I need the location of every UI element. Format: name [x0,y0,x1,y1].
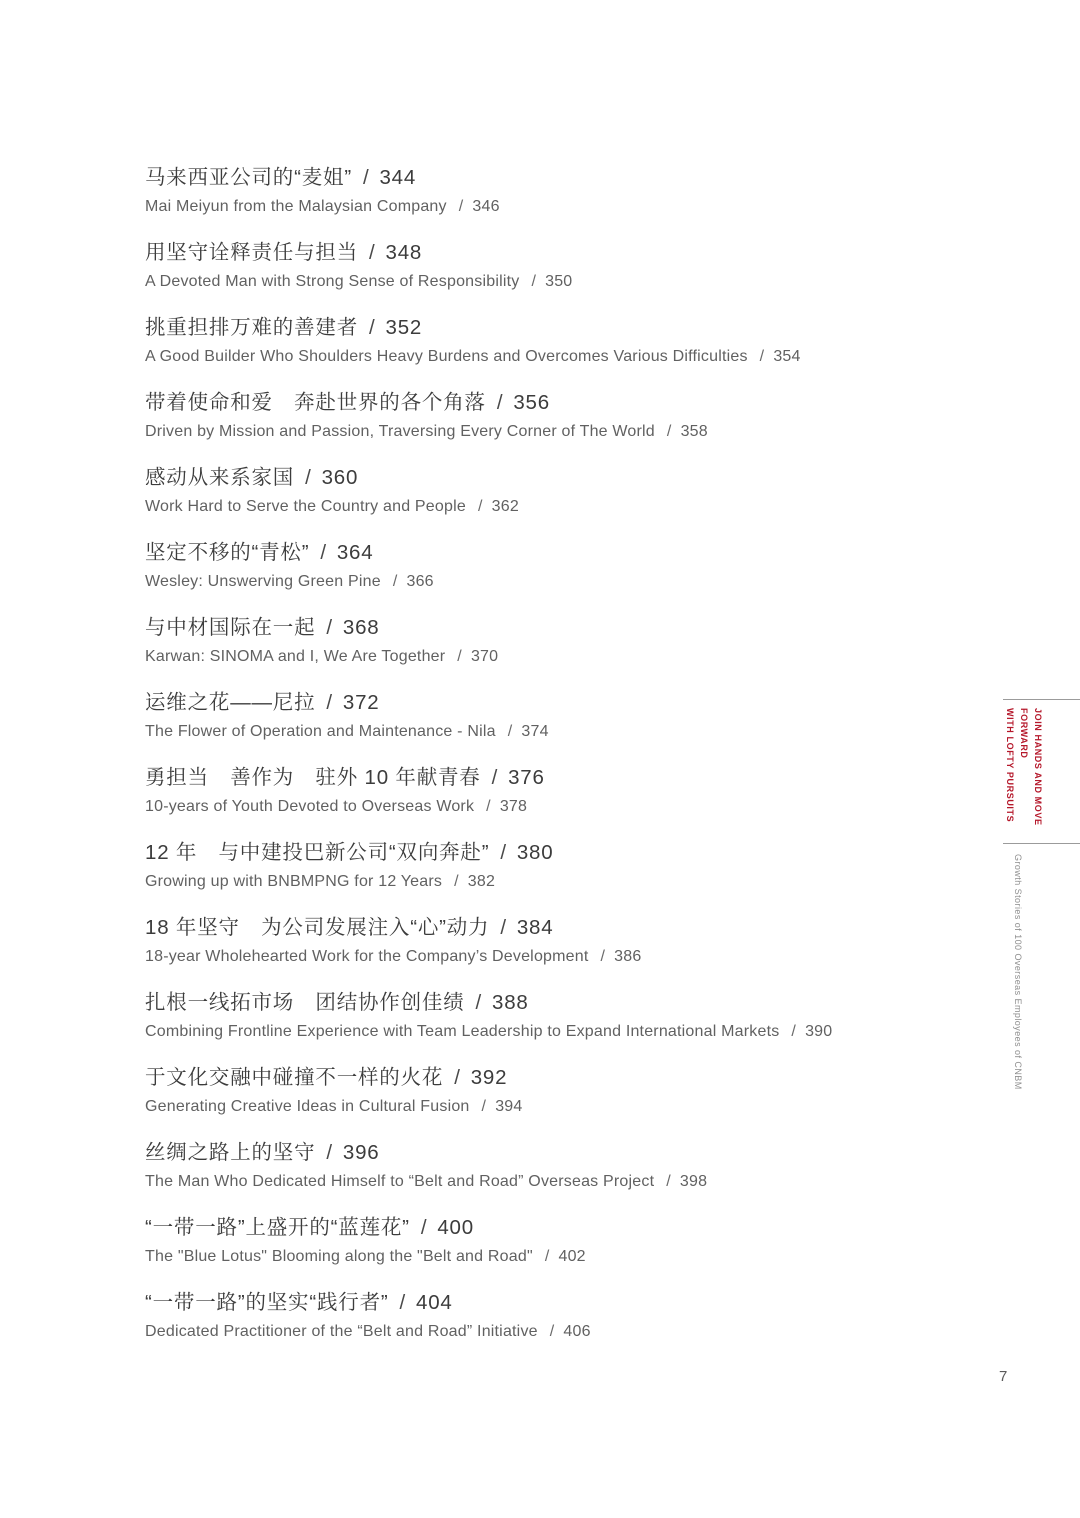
toc-entry-zh-title: 于文化交融中碰撞不一样的火花 [145,1066,444,1089]
toc-entry-zh-title: 坚定不移的“青松” [145,541,310,564]
toc-entry-en-page: 382 [467,873,496,890]
toc-entry-en-title: Work Hard to Serve the Country and People [145,498,466,515]
slash-separator: / [326,1141,333,1164]
slash-separator: / [369,316,376,339]
toc-entry-en-line [145,347,1025,366]
toc-entry-zh-title: 勇担当 善作为 驻外 10 年献青春 [145,766,481,789]
toc-entry-zh-line [145,241,1025,264]
toc-entry-en-page: 390 [805,1023,833,1040]
toc-entry-en-line [145,1247,1025,1266]
slash-separator: / [600,948,606,965]
sidebar-gray-subtitle: Growth Stories of 100 Overseas Employees of CNBM [1013,854,1023,1090]
slash-separator: / [507,723,513,740]
toc-entry-en-page: 406 [563,1323,591,1340]
slash-separator: / [481,1098,487,1115]
toc-entry-zh-title: 与中材国际在一起 [145,616,316,639]
toc-entry [145,1216,1025,1266]
toc-entry-zh-page: 392 [470,1066,508,1089]
toc-entry [145,841,1025,891]
toc-entry [145,166,1025,216]
toc-entry-en-title: A Devoted Man with Strong Sense of Responsibility [145,273,520,290]
sidebar-red-slogan-line2: WITH LOFTY PURSUITS [1004,708,1015,823]
toc-entry-zh-line [145,541,1025,564]
toc-entry-zh-page: 396 [342,1141,380,1164]
toc-entry-zh-title: 运维之花——尼拉 [145,691,316,714]
slash-separator: / [791,1023,797,1040]
slash-separator: / [369,241,376,264]
toc-entry-zh-title: 马来西亚公司的“麦姐” [145,166,352,189]
slash-separator: / [666,423,672,440]
toc-entry-en-line [145,272,1025,291]
slash-separator: / [500,841,507,864]
toc-entry-en-title: Combining Frontline Experience with Team Leadership to Expand International Markets [145,1023,780,1040]
page-number: 7 [999,1368,1008,1385]
toc-entry-en-line [145,1022,1025,1041]
toc-entry-zh-title: “一带一路”的坚实“践行者” [145,1291,389,1314]
toc-entry [145,241,1025,291]
slash-separator: / [326,616,333,639]
slash-separator: / [544,1248,550,1265]
toc-entry-en-title: 18-year Wholehearted Work for the Company’s Development [145,948,589,965]
toc-entry-zh-page: 364 [336,541,374,564]
toc-entry [145,541,1025,591]
toc-entry-zh-page: 380 [516,841,554,864]
toc-entry-en-title: Wesley: Unswerving Green Pine [145,573,381,590]
toc-entry-zh-page: 400 [437,1216,474,1239]
toc-entry-en-title: The "Blue Lotus" Blooming along the "Belt and Road" [145,1248,533,1265]
toc-entry-zh-title: 感动从来系家国 [145,466,295,489]
slash-separator: / [457,648,462,665]
toc-entry-en-page: 394 [495,1098,523,1115]
toc-entry [145,916,1025,966]
toc-entry-zh-title: 扎根一线拓市场 团结协作创佳绩 [145,991,465,1014]
toc-entry-zh-line [145,466,1025,489]
slash-separator: / [491,766,499,789]
toc-entry-zh-line [145,1141,1025,1164]
toc-entry-zh-line [145,1216,1025,1239]
toc-entry-en-line [145,1322,1025,1341]
toc-entry [145,616,1025,666]
slash-separator: / [500,916,507,939]
slash-separator: / [496,391,504,414]
toc-entry-zh-line [145,916,1025,939]
toc-entry-zh-line [145,616,1025,639]
toc-entry-en-title: Driven by Mission and Passion, Traversing Every Corner of The World [145,423,655,440]
toc-entry-zh-title: 18 年坚守 为公司发展注入“心”动力 [145,916,490,939]
toc-entry-zh-page: 376 [508,766,545,789]
slash-separator: / [420,1216,428,1239]
slash-separator: / [549,1323,555,1340]
slash-separator: / [305,466,312,489]
toc-entry-zh-page: 360 [321,466,359,489]
toc-entry [145,1291,1025,1341]
toc-entry-en-page: 366 [406,573,434,590]
toc-entry-en-page: 378 [499,798,528,815]
toc-entry-zh-line [145,1066,1025,1089]
toc-entry-en-line [145,572,1025,591]
toc-entry-en-page: 370 [470,648,499,665]
toc-entry-en-page: 354 [773,348,801,365]
slash-separator: / [454,873,459,890]
slash-separator: / [392,573,398,590]
toc-entry [145,991,1025,1041]
toc-entry [145,1066,1025,1116]
toc-entry-zh-line [145,166,1025,189]
sidebar-red-slogan [1002,708,1044,838]
slash-separator: / [477,498,483,515]
toc-entry-zh-page: 384 [516,916,554,939]
toc-entry-en-line [145,497,1025,516]
toc-entry-zh-page: 372 [342,691,380,714]
toc-entry-en-line [145,947,1025,966]
toc-entry-en-title: 10-years of Youth Devoted to Overseas Work [145,798,475,815]
toc-entry-zh-page: 368 [342,616,380,639]
slash-separator: / [458,198,464,215]
toc-entry-zh-page: 356 [513,391,550,414]
toc-entry-en-line [145,647,1025,666]
toc-entry [145,766,1025,816]
slash-separator: / [475,991,482,1014]
slash-separator: / [759,348,765,365]
sidebar-rule-top [1003,699,1080,700]
toc-entry-zh-line [145,691,1025,714]
toc-entry-zh-line [145,316,1025,339]
toc-entry-en-title: Growing up with BNBMPNG for 12 Years [145,873,443,890]
sidebar-red-slogan-line1: JOIN HANDS AND MOVE FORWARD [1018,708,1043,826]
toc-entry-en-page: 358 [680,423,708,440]
toc-entry-zh-line [145,1291,1025,1314]
toc-entry-zh-line [145,766,1025,789]
toc-entry-en-line [145,797,1025,816]
toc-entry-zh-title: “一带一路”上盛开的“蓝莲花” [145,1216,410,1239]
toc-entry-en-title: The Man Who Dedicated Himself to “Belt and Road” Overseas Project [145,1173,655,1190]
toc-entry-en-page: 346 [472,198,500,215]
toc-entry-en-page: 402 [558,1248,586,1265]
toc-entry-en-title: The Flower of Operation and Maintenance - Nila [145,723,496,740]
slash-separator: / [454,1066,461,1089]
toc-entry-zh-page: 344 [379,166,417,189]
slash-separator: / [399,1291,407,1314]
toc-entry-en-line [145,722,1025,741]
toc-entry-en-title: Dedicated Practitioner of the “Belt and Road” Initiative [145,1323,538,1340]
toc-entry-en-title: Generating Creative Ideas in Cultural Fusion [145,1098,470,1115]
toc-entry-zh-line [145,841,1025,864]
toc-entry-zh-title: 用坚守诠释责任与担当 [145,241,358,264]
toc-entry-zh-page: 404 [416,1291,453,1314]
toc-entry-zh-line [145,991,1025,1014]
slash-separator: / [531,273,537,290]
slash-separator: / [326,691,333,714]
toc-entry-zh-title: 带着使命和爱 奔赴世界的各个角落 [145,391,486,414]
toc-entry [145,391,1025,441]
toc-entry-zh-title: 挑重担排万难的善建者 [145,316,358,339]
toc-entry-en-title: Karwan: SINOMA and I, We Are Together [145,648,446,665]
toc-entry-en-line [145,1097,1025,1116]
toc-entry-en-page: 362 [491,498,519,515]
toc-entry-en-line [145,1172,1025,1191]
toc-entry-en-page: 374 [521,723,549,740]
toc-entry-en-line [145,197,1025,216]
toc-entry-zh-title: 丝绸之路上的坚守 [145,1141,316,1164]
toc-entry [145,691,1025,741]
toc-entry-en-page: 398 [679,1173,708,1190]
toc-list [145,166,1025,1366]
toc-entry-zh-title: 12 年 与中建投巴新公司“双向奔赴” [145,841,490,864]
toc-entry-zh-page: 388 [492,991,529,1014]
slash-separator: / [666,1173,671,1190]
toc-entry-en-line [145,422,1025,441]
toc-entry-zh-page: 348 [385,241,423,264]
slash-separator: / [486,798,491,815]
slash-separator: / [362,166,370,189]
toc-entry [145,316,1025,366]
toc-entry-en-title: A Good Builder Who Shoulders Heavy Burdens and Overcomes Various Difficulties [145,348,748,365]
toc-entry-zh-page: 352 [385,316,423,339]
toc-entry [145,1141,1025,1191]
slash-separator: / [320,541,327,564]
toc-entry-en-page: 386 [614,948,642,965]
toc-entry-zh-line [145,391,1025,414]
toc-entry-en-page: 350 [545,273,573,290]
toc-entry-en-title: Mai Meiyun from the Malaysian Company [145,198,447,215]
sidebar-rule-bottom [1003,843,1080,844]
toc-entry-en-line [145,872,1025,891]
toc-entry [145,466,1025,516]
